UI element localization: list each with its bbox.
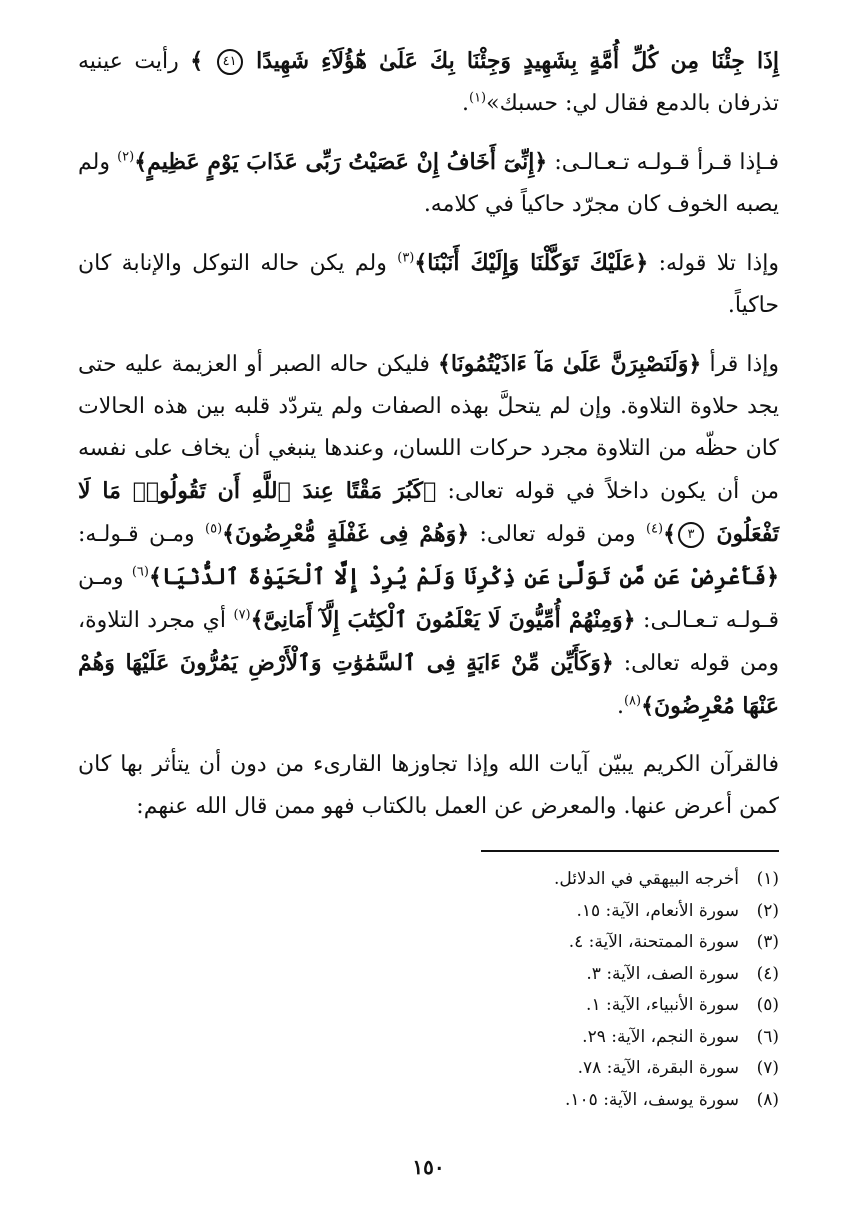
footnote-item <box>78 1085 779 1117</box>
quran-verse: ﴿إِنِّىٓ أَخَافُ إِنْ عَصَيْتُ رَبِّى عَذَابَ يَوْمٍ عَظِيمٍ﴾ <box>134 149 548 175</box>
paragraph-text: ولم يكن حاله التوكل والإنابة كان حاكياً. <box>78 251 779 318</box>
paragraph-text: وإذا قرأ <box>709 352 779 377</box>
footnote-ref: (٧) <box>233 607 251 623</box>
ayah-end-marker: ٣ <box>678 522 704 548</box>
footnote-divider <box>481 850 779 852</box>
footnote-number: (٤) <box>756 963 779 984</box>
punctuation: . <box>616 694 624 719</box>
quran-verse: ﴿وَلَنَصْبِرَنَّ عَلَىٰ مَآ ءَاذَيْتُمُونَا﴾ <box>438 351 702 377</box>
paragraph-text: رأيت عينيه تذرفان بالدمع فقال لي: حسبك» <box>78 49 779 116</box>
footnote-item <box>78 896 779 928</box>
paragraph-3 <box>78 242 779 327</box>
footnote-number: (٦) <box>756 1026 779 1047</box>
paragraph-1 <box>78 40 779 125</box>
footnote-item <box>78 990 779 1022</box>
quran-verse: ﴿عَلَيْكَ تَوَكَّلْنَا وَإِلَيْكَ أَنَبْنَا﴾ <box>414 250 649 276</box>
footnote-text: أخرجه البيهقي في الدلائل. <box>553 869 739 889</box>
paragraph-text: وإذا تلا قوله: <box>658 251 779 276</box>
quran-verse: ﴿وَهُمْ فِى غَفْلَةٍ مُّعْرِضُونَ﴾ <box>222 521 470 547</box>
footnote-text: سورة الأنبياء، الآية: ١. <box>586 995 739 1015</box>
footnote-text: سورة النجم، الآية: ٢٩. <box>582 1026 739 1047</box>
quran-verse: ﴿فَأَعْرِضْ عَن مَّن تَوَلَّىٰ عَن ذِكْرِنَا وَلَمْ يُرِدْ إِلَّا ٱلْحَيَوٰةَ ٱلدُّنْيَا﴾ <box>148 564 779 590</box>
paragraph-text: فـإذا قـرأ قـولـه تـعـالـى: <box>554 150 779 175</box>
footnote-text: سورة الصف، الآية: ٣. <box>586 963 739 984</box>
footnote-number: (٣) <box>756 932 779 952</box>
paragraph-2 <box>78 141 779 226</box>
footnote-item <box>78 1022 779 1054</box>
paragraph-5 <box>78 744 779 828</box>
footnote-number: (٨) <box>756 1089 779 1110</box>
footnote-item <box>78 927 779 959</box>
footnote-ref: (٤) <box>645 521 664 537</box>
ayah-end-marker: ٤١ <box>217 49 243 75</box>
footnote-ref: (٦) <box>131 564 149 580</box>
paragraph-text: فليكن حاله الصبر أو العزيمة عليه حتى يجد حلاوة التلاوة. وإن لم يتحلَّ بهذه الصفات ولم يتردّد قلبه بين هذه الحالات كان حظّه من التلاوة مجرد حركات اللسان، وعندها ينبغي أن يخاف على نفسه من أن يكون داخلاً في قوله تعالى: <box>78 352 779 504</box>
footnote-number: (٢) <box>756 900 779 921</box>
verse-close-bracket: ﴾ <box>190 48 204 74</box>
footnote-text: سورة الأنعام، الآية: ١٥. <box>576 900 739 921</box>
paragraph-4 <box>78 343 779 728</box>
footnote-item <box>78 864 779 896</box>
footnote-ref: (٢) <box>117 149 135 165</box>
footnote-text: سورة الممتحنة، الآية: ٤. <box>568 932 739 952</box>
punctuation: . <box>461 91 469 116</box>
page-number: ١٥٠ <box>412 1155 445 1179</box>
footnote-number: (٥) <box>756 995 779 1015</box>
quran-verse: ﴿وَكَأَيِّن مِّنْ ءَايَةٍ فِى ٱلسَّمَٰوَٰتِ وَٱلْأَرْضِ يَمُرُّونَ عَلَيْهَا وَهُمْ عَنْهَا مُعْرِضُونَ﴾ <box>78 650 779 719</box>
quran-verse: إِذَا جِئْنَا مِن كُلِّ أُمَّةٍ بِشَهِيدٍ وَجِئْنَا بِكَ عَلَىٰ هَٰٓؤُلَآءِ شَهِيدًا <box>256 48 779 74</box>
footnote-number: (٧) <box>756 1058 779 1078</box>
quran-verse: ﴿كَبُرَ مَقْتًا عِندَ ٱللَّهِ أَن تَقُولُوا۟ مَا لَا تَفْعَلُونَ <box>78 478 780 547</box>
quran-verse: ﴿وَمِنْهُمْ أُمِّيُّونَ لَا يَعْلَمُونَ ٱلْكِتَٰبَ إِلَّآ أَمَانِىَّ﴾ <box>250 607 636 633</box>
footnote-item <box>78 959 779 991</box>
paragraph-text: ومـن قـولـه: <box>78 522 195 547</box>
paragraph-text: ولم يصبه الخوف كان مجرّد حاكياً في كلامه. <box>78 150 779 217</box>
footnote-item <box>78 1053 779 1085</box>
footnote-number: (١) <box>756 869 779 889</box>
footnotes-list <box>78 864 779 1116</box>
footnote-ref: (٥) <box>205 521 223 537</box>
footnote-text: سورة يوسف، الآية: ١٠٥. <box>564 1089 739 1110</box>
footnote-ref: (٨) <box>623 693 642 709</box>
footnote-ref: (٣) <box>397 250 415 266</box>
paragraph-text: ومن قوله تعالى: <box>479 522 636 547</box>
paragraph-text: فالقرآن الكريم يبيّن آيات الله وإذا تجاوزها القارىء من دون أن يتأثر بها كان كمن أعرض عنها. والمعرض عن العمل بالكتاب فهو ممن قال الله عنهم: <box>78 752 779 819</box>
footnote-text: سورة البقرة، الآية: ٧٨. <box>577 1058 739 1078</box>
footnote-ref: (١) <box>468 90 487 106</box>
paragraph-text: أي مجرد التلاوة، ومن قوله تعالى: <box>78 608 779 676</box>
verse-close-bracket: ﴾ <box>663 521 676 547</box>
paragraph-text: ومـن قـولـه تـعـالـى: <box>78 565 779 633</box>
